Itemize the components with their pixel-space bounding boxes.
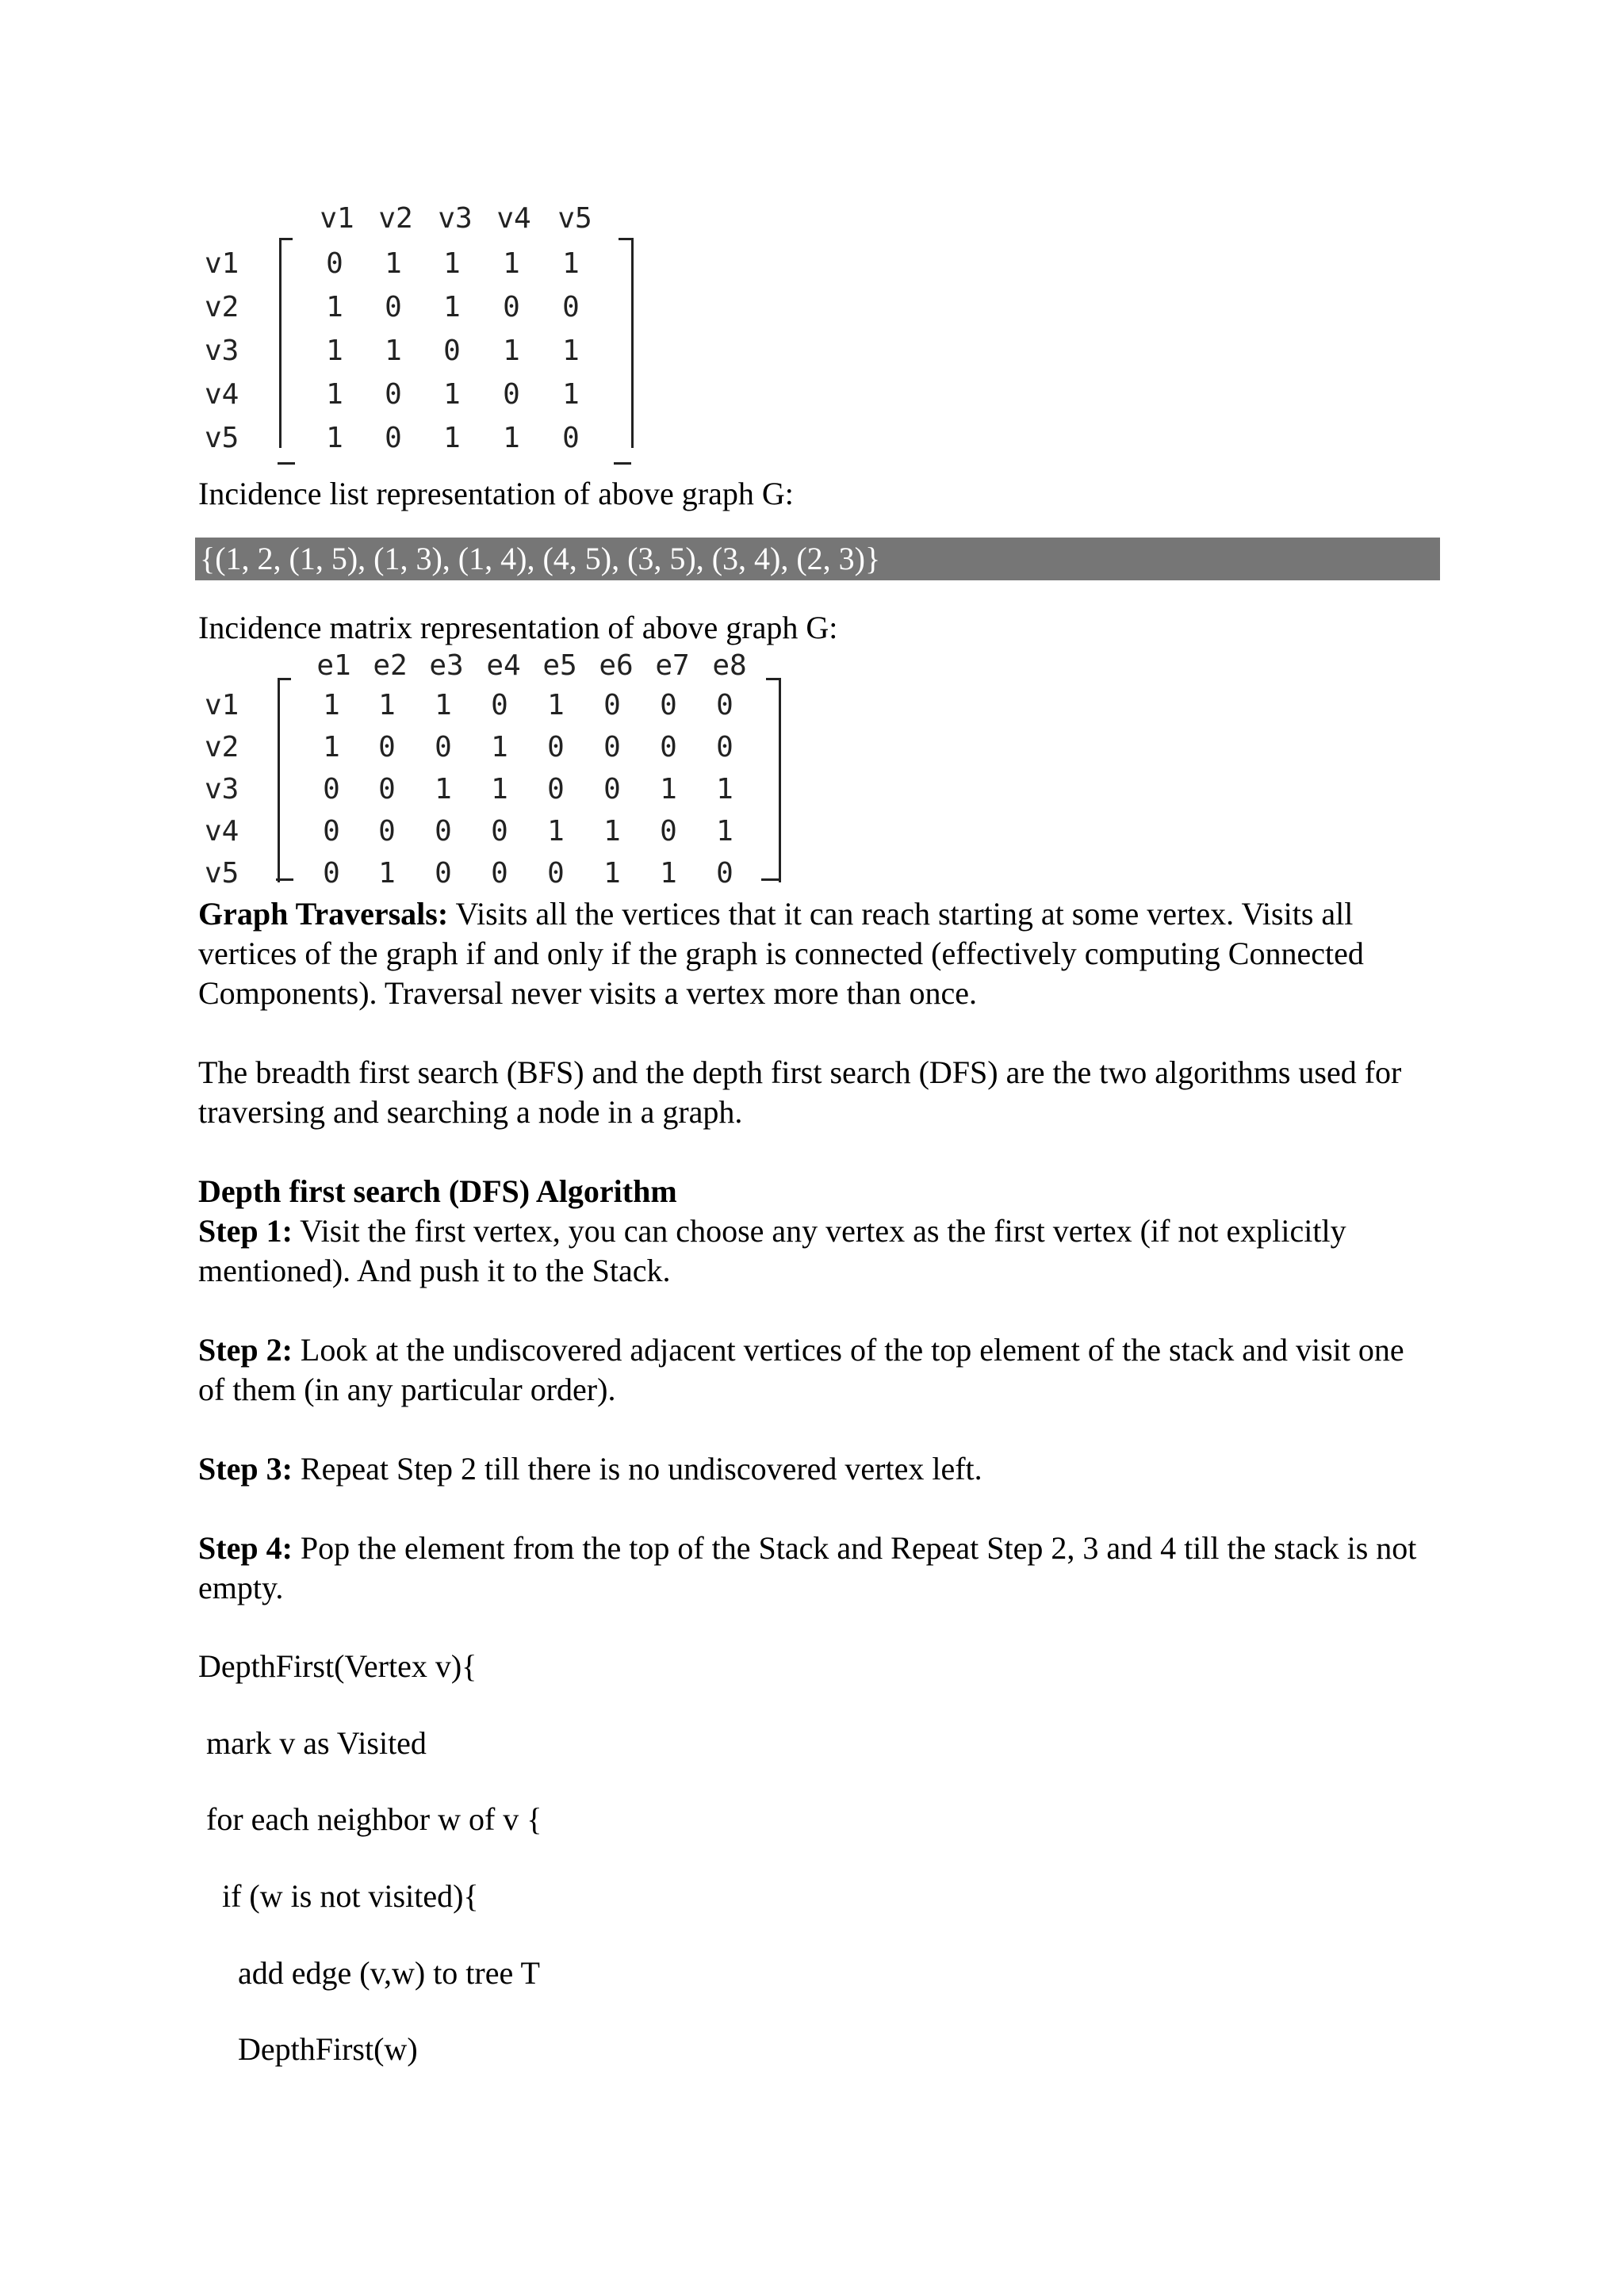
- matrix-cell: 0: [547, 773, 565, 806]
- code-line: for each neighbor w of v {: [206, 1801, 542, 1837]
- matrix-cell: 0: [435, 815, 452, 848]
- matrix-cell: 1: [603, 815, 621, 848]
- step-label: Step 4:: [198, 1530, 293, 1566]
- matrix-cell: 0: [660, 731, 677, 763]
- matrix-cell: 0: [547, 857, 565, 890]
- matrix-cell: 0: [378, 731, 396, 763]
- matrix-right-bracket-foot: [761, 878, 779, 881]
- step-text: Pop the element from the top of the Stack and Repeat Step 2, 3 and 4 till the stack is not empty.: [198, 1530, 1417, 1605]
- step-text: Visit the first vertex, you can choose any vertex as the first vertex (if not explicitly mentioned). And push it to the Stack.: [198, 1213, 1346, 1288]
- matrix-cell: 0: [503, 378, 520, 411]
- matrix-cell: 1: [547, 689, 565, 721]
- step-text: Repeat Step 2 till there is no undiscovered vertex left.: [292, 1451, 982, 1487]
- matrix-cell: 0: [385, 422, 402, 454]
- matrix-cell: 0: [503, 291, 520, 323]
- matrix-cell: 1: [491, 731, 508, 763]
- matrix-cell: 1: [323, 731, 340, 763]
- matrix-cell: 1: [716, 773, 733, 806]
- code-line: if (w is not visited){: [222, 1878, 479, 1914]
- matrix-cell: 0: [378, 773, 396, 806]
- matrix-left-bracket-foot: [276, 878, 293, 881]
- matrix-cell: 0: [323, 857, 340, 890]
- incidence-list-code: {(1, 2, (1, 5), (1, 3), (1, 4), (4, 5), (3, 5), (3, 4), (2, 3)}: [195, 538, 1440, 580]
- bfs-dfs-paragraph: The breadth first search (BFS) and the depth first search (DFS) are the two algorithms used for traversing and searching a node in a graph.: [198, 1054, 1402, 1130]
- matrix-cell: 0: [547, 731, 565, 763]
- matrix-cell: 1: [323, 689, 340, 721]
- matrix-cell: 1: [443, 247, 461, 280]
- matrix-cell: 1: [435, 773, 452, 806]
- matrix-cell: 1: [326, 378, 343, 411]
- matrix-col-header: v4: [496, 202, 531, 235]
- matrix-cell: 0: [323, 773, 340, 806]
- matrix-col-header: v1: [320, 202, 354, 235]
- matrix-col-header: e5: [542, 649, 577, 682]
- matrix-cell: 0: [660, 815, 677, 848]
- matrix-cell: 1: [385, 335, 402, 367]
- matrix-col-header: e6: [599, 649, 634, 682]
- matrix-row-header: v4: [205, 378, 239, 411]
- dfs-heading: Depth first search (DFS) Algorithm: [198, 1173, 677, 1209]
- matrix-cell: 0: [716, 857, 733, 890]
- matrix-cell: 0: [491, 815, 508, 848]
- matrix-cell: 1: [562, 378, 580, 411]
- matrix-row-header: v3: [205, 335, 239, 367]
- matrix-cell: 1: [503, 247, 520, 280]
- matrix-cell: 1: [443, 378, 461, 411]
- matrix-cell: 1: [660, 773, 677, 806]
- matrix-cell: 1: [326, 335, 343, 367]
- matrix-row-header: v4: [205, 815, 239, 848]
- matrix-col-header: e2: [373, 649, 408, 682]
- matrix-cell: 1: [547, 815, 565, 848]
- matrix-row-header: v2: [205, 731, 239, 763]
- step-3: [198, 1449, 1435, 1489]
- matrix-cell: 0: [716, 731, 733, 763]
- matrix-row-header: v3: [205, 773, 239, 806]
- matrix-cell: 1: [660, 857, 677, 890]
- matrix-row-header: v2: [205, 291, 239, 323]
- step-text: Look at the undiscovered adjacent vertices of the top element of the stack and visit one of them (in any particular order).: [198, 1332, 1404, 1407]
- matrix-cell: 0: [443, 335, 461, 367]
- matrix-cell: 1: [378, 689, 396, 721]
- matrix-cell: 1: [378, 857, 396, 890]
- matrix-col-header: v5: [557, 202, 592, 235]
- matrix-cell: 0: [603, 731, 621, 763]
- matrix-cell: 1: [562, 335, 580, 367]
- matrix-cell: 0: [716, 689, 733, 721]
- matrix-cell: 1: [716, 815, 733, 848]
- matrix-cell: 1: [326, 422, 343, 454]
- matrix-row-header: v1: [205, 247, 239, 280]
- step-2: [198, 1330, 1435, 1410]
- matrix-cell: 0: [562, 291, 580, 323]
- matrix-cell: 0: [435, 857, 452, 890]
- graph-traversals-label: Graph Traversals:: [198, 896, 449, 932]
- matrix-cell: 0: [603, 689, 621, 721]
- matrix-right-bracket: [766, 678, 781, 882]
- matrix-cell: 0: [491, 857, 508, 890]
- step-label: Step 1:: [198, 1213, 293, 1249]
- matrix-cell: 0: [323, 815, 340, 848]
- graph-traversals-text: Visits all the vertices that it can reach starting at some vertex. Visits all vertices of the graph if and only if the graph is connected (effectively computing Connected Components). Traversal never visits a vertex more than once.: [198, 896, 1364, 1011]
- matrix-cell: 1: [503, 422, 520, 454]
- matrix-cell: 0: [385, 291, 402, 323]
- matrix-col-header: e1: [316, 649, 351, 682]
- matrix-col-header: e4: [486, 649, 521, 682]
- code-line: DepthFirst(Vertex v){: [198, 1648, 477, 1684]
- matrix-cell: 1: [443, 422, 461, 454]
- code-line: add edge (v,w) to tree T: [238, 1955, 540, 1991]
- matrix-cell: 0: [603, 773, 621, 806]
- incidence-matrix: [0, 0, 872, 912]
- matrix-cell: 0: [435, 731, 452, 763]
- matrix-cell: 1: [385, 247, 402, 280]
- matrix-cell: 1: [491, 773, 508, 806]
- matrix-col-header: e8: [712, 649, 747, 682]
- graph-traversals-paragraph: [198, 894, 1435, 1013]
- matrix-cell: 1: [435, 689, 452, 721]
- matrix-left-bracket: [278, 678, 291, 882]
- incidence-list-heading: Incidence list representation of above graph G:: [198, 476, 794, 511]
- matrix-cell: 0: [326, 247, 343, 280]
- matrix-cell: 0: [660, 689, 677, 721]
- matrix-cell: 0: [491, 689, 508, 721]
- matrix-cell: 0: [385, 378, 402, 411]
- matrix-cell: 1: [603, 857, 621, 890]
- matrix-cell: 1: [562, 247, 580, 280]
- matrix-row-header: v5: [205, 422, 239, 454]
- matrix-row-header: v1: [205, 689, 239, 721]
- matrix-col-header: v3: [438, 202, 473, 235]
- matrix-row-header: v5: [205, 857, 239, 890]
- matrix-cell: 0: [562, 422, 580, 454]
- code-line: mark v as Visited: [206, 1725, 427, 1761]
- matrix-col-header: v2: [378, 202, 413, 235]
- matrix-cell: 1: [503, 335, 520, 367]
- step-1: [198, 1211, 1435, 1291]
- matrix-cell: 1: [443, 291, 461, 323]
- code-line: DepthFirst(w): [238, 2031, 418, 2067]
- matrix-col-header: e3: [429, 649, 464, 682]
- step-label: Step 2:: [198, 1332, 293, 1368]
- matrix-cell: 1: [326, 291, 343, 323]
- matrix-cell: 0: [378, 815, 396, 848]
- matrix-col-header: e7: [655, 649, 690, 682]
- step-4: [198, 1529, 1435, 1608]
- incidence-matrix-heading: Incidence matrix representation of above graph G:: [198, 610, 838, 645]
- step-label: Step 3:: [198, 1451, 293, 1487]
